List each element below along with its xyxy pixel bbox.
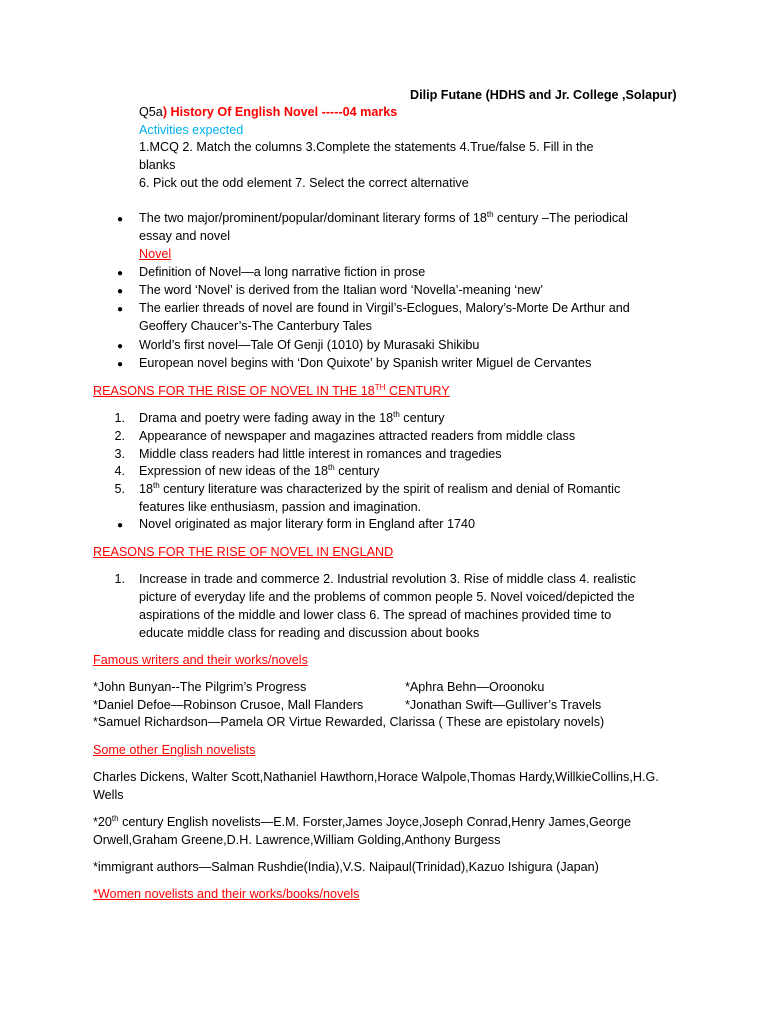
question-title [139, 104, 397, 122]
reason-text: Drama and poetry were fading away in the 18 [139, 411, 394, 425]
famous-heading: Famous writers and their works/novels [93, 653, 308, 667]
england-line: aspirations of the middle and lower class 6. The spread of machines provided time to [139, 608, 612, 622]
bullet-icon: ● [117, 268, 124, 279]
famous-entry: *Jonathan Swift—Gulliver’s Travels [405, 698, 602, 712]
famous-entry: *Daniel Defoe—Robinson Crusoe, Mall Flanders [93, 698, 364, 712]
reason-text: 18 [139, 482, 154, 496]
list-number: 1. [114, 411, 125, 425]
forms-sup: th [486, 209, 494, 219]
twentieth-century-line-2: Orwell,Graham Greene,D.H. Lawrence,William Golding,Anthony Burgess [93, 833, 501, 847]
reason-item-cont: features like enthusiasm, passion and imagination. [139, 500, 422, 514]
reason-item [139, 463, 380, 481]
novel-item: World’s first novel—Tale Of Genji (1010) by Murasaki Shikibu [139, 338, 480, 352]
question-paren: ) [162, 105, 168, 119]
reasons-18th-heading-a: REASONS FOR THE RISE OF NOVEL IN THE 18 [93, 384, 375, 398]
novel-item-cont: Geoffery Chaucer’s-The Canterbury Tales [139, 319, 372, 333]
reason-text: century [399, 411, 445, 425]
reason-item [139, 410, 445, 428]
bullet-icon: ● [117, 286, 124, 297]
reasons-18th-heading-b: CENTURY [385, 384, 450, 398]
england-line: Increase in trade and commerce 2. Industrial revolution 3. Rise of middle class 4. realistic [139, 572, 636, 586]
bullet-icon: ● [117, 304, 124, 315]
reason-sup: th [328, 462, 335, 472]
list-number: 4. [114, 464, 125, 478]
twentieth-century-line [93, 814, 631, 832]
novel-item: The earlier threads of novel are found in Virgil’s-Eclogues, Malory’s-Morte De Arthur and [139, 301, 630, 315]
reasons-18th-heading-sup: TH [374, 382, 386, 392]
list-number: 3. [114, 447, 125, 461]
reasons-england-heading: REASONS FOR THE RISE OF NOVEL IN ENGLAND [93, 545, 394, 559]
forms-text-b: century –The periodical [493, 211, 628, 225]
forms-text-a: The two major/prominent/popular/dominant literary forms of 18 [139, 211, 487, 225]
list-number: 5. [114, 482, 125, 496]
reason-sup: th [153, 480, 160, 490]
novel-item: Definition of Novel—a long narrative fiction in prose [139, 265, 426, 279]
famous-entry: *Samuel Richardson—Pamela OR Virtue Rewarded, Clarissa ( These are epistolary novels) [93, 715, 605, 729]
famous-entry: *John Bunyan--The Pilgrim’s Progress [93, 680, 307, 694]
england-line: educate middle class for reading and discussion about books [139, 626, 480, 640]
reason-item: Appearance of newspaper and magazines attracted readers from middle class [139, 429, 576, 443]
author-header: Dilip Futane (HDHS and Jr. College ,Solapur) [410, 88, 677, 102]
novel-item: European novel begins with ‘Don Quixote’ by Spanish writer Miguel de Cervantes [139, 356, 592, 370]
bullet-icon: ● [117, 341, 124, 352]
question-topic: History Of English Novel -----04 marks [167, 105, 398, 119]
famous-entry: *Aphra Behn—Oroonoku [405, 680, 545, 694]
question-number: Q5a [139, 105, 163, 119]
other-novelists-line: Charles Dickens, Walter Scott,Nathaniel Hawthorn,Horace Walpole,Thomas Hardy,WillkieCollins,H.G. [93, 770, 659, 784]
forms-line-2: essay and novel [139, 229, 231, 243]
bullet-icon: ● [117, 214, 124, 225]
bullet-icon: ● [117, 359, 124, 370]
england-line: picture of everyday life and the problems of common people 5. Novel voiced/depicted the [139, 590, 635, 604]
novel-heading: Novel [139, 247, 172, 261]
immigrant-authors-line: *immigrant authors—Salman Rushdie(India),V.S. Naipaul(Trinidad),Kazuo Ishigura (Japan) [93, 860, 599, 874]
reason-text: century [334, 464, 380, 478]
women-novelists-heading: *Women novelists and their works/books/novels [93, 887, 360, 901]
reason-item [139, 481, 620, 499]
c20-sup: th [111, 813, 119, 823]
forms-line-1 [139, 210, 628, 228]
reason-item: Middle class readers had little interest in romances and tragedies [139, 447, 502, 461]
reason-sup: th [393, 409, 400, 419]
c20-text: century English novelists—E.M. Forster,James Joyce,Joseph Conrad,Henry James,George [118, 815, 631, 829]
list-number: 2. [114, 429, 125, 443]
other-novelists-line: Wells [93, 788, 124, 802]
activities-label: Activities expected [139, 123, 244, 137]
c20-text: *20 [93, 815, 112, 829]
activities-line-2: 6. Pick out the odd element 7. Select the correct alternative [139, 176, 469, 190]
other-novelists-heading: Some other English novelists [93, 743, 256, 757]
activities-line-1b: blanks [139, 158, 176, 172]
reason-text: Expression of new ideas of the 18 [139, 464, 329, 478]
reason-item: Novel originated as major literary form in England after 1740 [139, 517, 476, 531]
novel-item: The word ‘Novel’ is derived from the Italian word ‘Novella’-meaning ‘new’ [139, 283, 544, 297]
reason-text: century literature was characterized by the spirit of realism and denial of Romantic [159, 482, 621, 496]
reasons-18th-heading [93, 383, 450, 401]
activities-line-1: 1.MCQ 2. Match the columns 3.Complete the statements 4.True/false 5. Fill in the [139, 140, 594, 154]
list-number: 1. [114, 572, 125, 586]
bullet-icon: ● [117, 520, 124, 531]
